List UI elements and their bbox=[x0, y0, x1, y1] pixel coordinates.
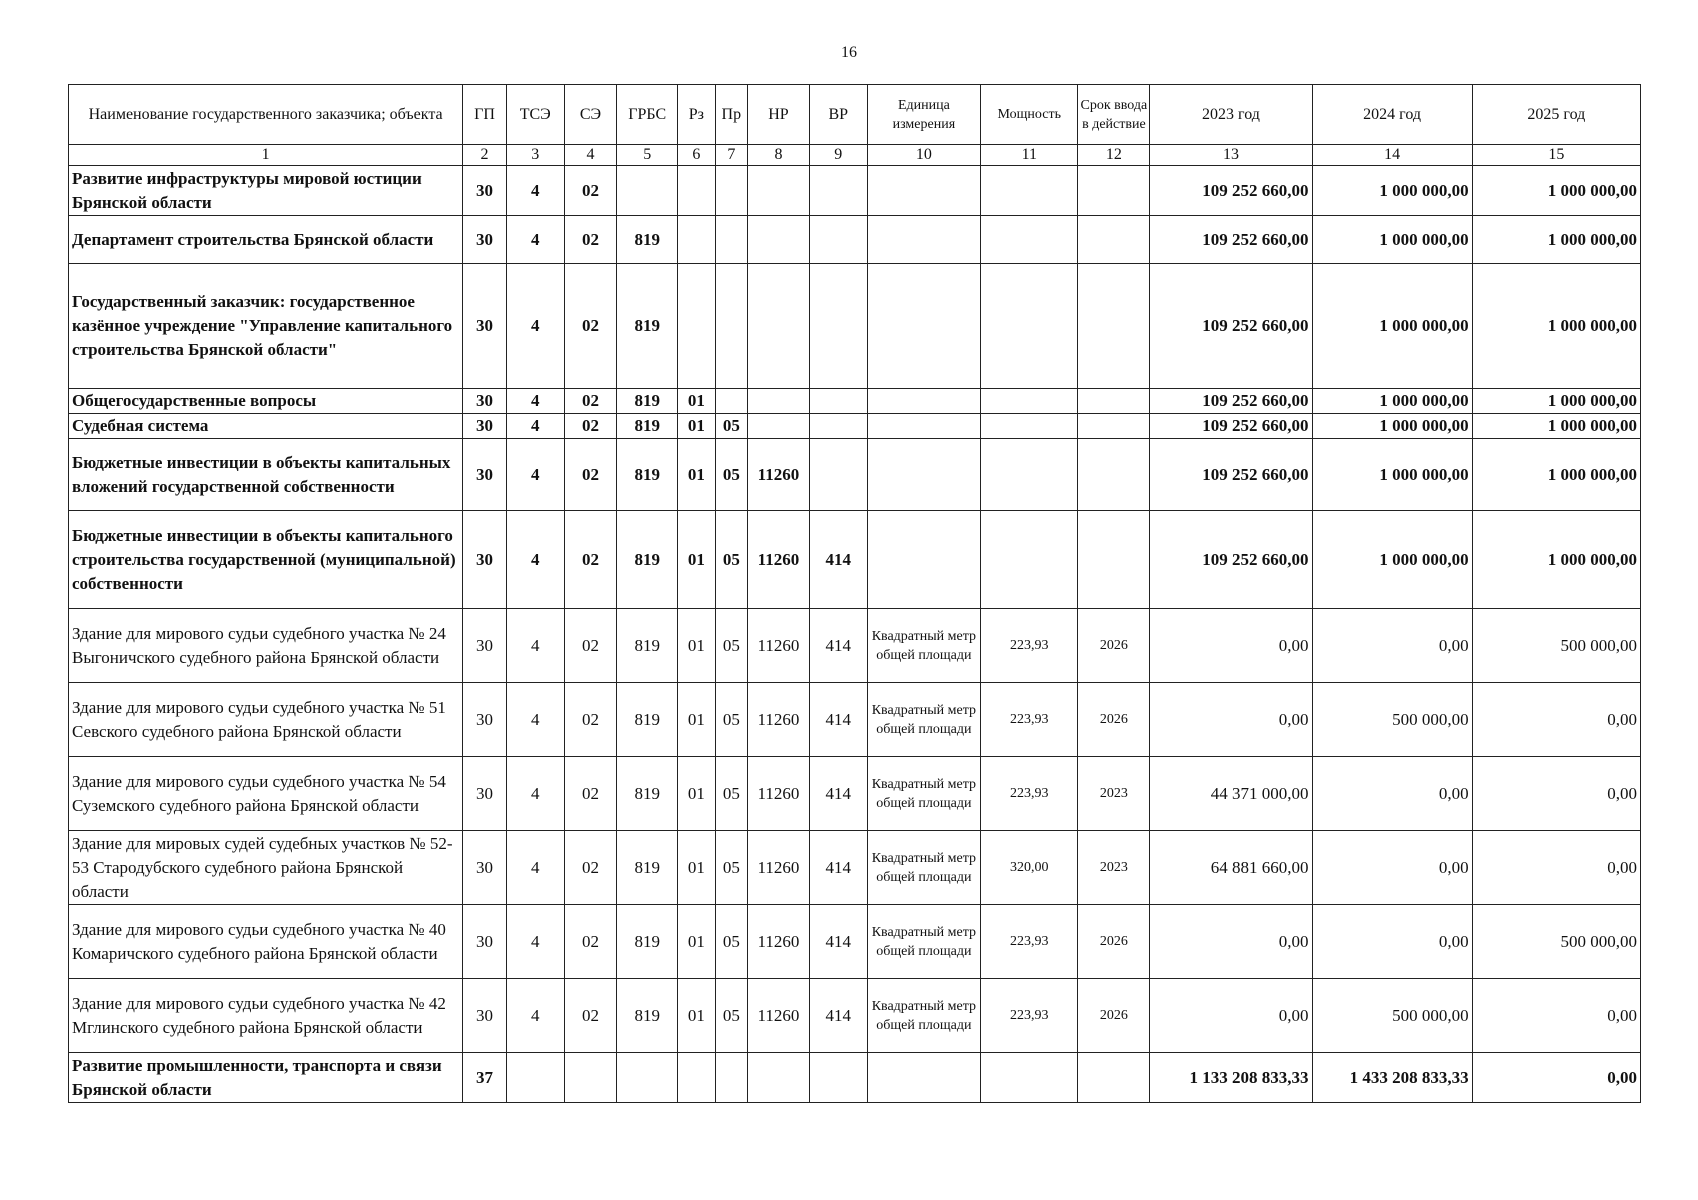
cell-rz bbox=[678, 264, 716, 389]
cell-2024: 500 000,00 bbox=[1312, 979, 1472, 1053]
cell-term: 2023 bbox=[1078, 831, 1150, 905]
cell-term: 2026 bbox=[1078, 979, 1150, 1053]
cell-tse: 4 bbox=[506, 166, 564, 216]
cell-se: 02 bbox=[564, 439, 617, 511]
cell-unit bbox=[867, 264, 981, 389]
cell-tse: 4 bbox=[506, 264, 564, 389]
cell-nr bbox=[748, 389, 810, 414]
budget-table bbox=[68, 84, 1641, 1103]
table-row bbox=[69, 439, 1641, 511]
cell-se: 02 bbox=[564, 216, 617, 264]
cell-2025: 500 000,00 bbox=[1472, 905, 1640, 979]
col-index: 14 bbox=[1312, 145, 1472, 166]
cell-2024: 0,00 bbox=[1312, 609, 1472, 683]
cell-2023: 109 252 660,00 bbox=[1150, 216, 1312, 264]
col-header-rz: Рз bbox=[678, 85, 716, 145]
cell-2025: 1 000 000,00 bbox=[1472, 166, 1640, 216]
cell-se bbox=[564, 1053, 617, 1103]
cell-2024: 0,00 bbox=[1312, 831, 1472, 905]
cell-tse: 4 bbox=[506, 905, 564, 979]
col-header-2025: 2025 год bbox=[1472, 85, 1640, 145]
cell-2024: 500 000,00 bbox=[1312, 683, 1472, 757]
cell-2023: 0,00 bbox=[1150, 683, 1312, 757]
cell-2023: 109 252 660,00 bbox=[1150, 511, 1312, 609]
cell-nr: 11260 bbox=[748, 609, 810, 683]
cell-gp: 30 bbox=[463, 979, 507, 1053]
cell-gp: 30 bbox=[463, 609, 507, 683]
cell-2024: 0,00 bbox=[1312, 905, 1472, 979]
cell-name: Развитие промышленности, транспорта и связи Брянской области bbox=[69, 1053, 463, 1103]
cell-gp: 30 bbox=[463, 216, 507, 264]
cell-vr: 414 bbox=[809, 511, 867, 609]
cell-grbs: 819 bbox=[617, 439, 678, 511]
cell-2023: 0,00 bbox=[1150, 979, 1312, 1053]
table-row bbox=[69, 166, 1641, 216]
cell-nr: 11260 bbox=[748, 439, 810, 511]
cell-2023: 109 252 660,00 bbox=[1150, 414, 1312, 439]
cell-pr bbox=[715, 216, 747, 264]
cell-tse: 4 bbox=[506, 414, 564, 439]
cell-nr: 11260 bbox=[748, 905, 810, 979]
cell-pr: 05 bbox=[715, 757, 747, 831]
cell-pr: 05 bbox=[715, 683, 747, 757]
cell-grbs: 819 bbox=[617, 216, 678, 264]
cell-2025: 1 000 000,00 bbox=[1472, 264, 1640, 389]
cell-unit bbox=[867, 439, 981, 511]
col-index: 12 bbox=[1078, 145, 1150, 166]
cell-2025: 0,00 bbox=[1472, 1053, 1640, 1103]
cell-power: 320,00 bbox=[981, 831, 1078, 905]
cell-2024: 1 000 000,00 bbox=[1312, 414, 1472, 439]
column-index-row bbox=[69, 145, 1641, 166]
cell-tse: 4 bbox=[506, 757, 564, 831]
cell-2023: 44 371 000,00 bbox=[1150, 757, 1312, 831]
cell-unit bbox=[867, 511, 981, 609]
cell-unit: Квадратный метр общей площади bbox=[867, 683, 981, 757]
cell-gp: 30 bbox=[463, 757, 507, 831]
cell-term bbox=[1078, 511, 1150, 609]
cell-pr: 05 bbox=[715, 439, 747, 511]
cell-vr: 414 bbox=[809, 905, 867, 979]
cell-name: Развитие инфраструктуры мировой юстиции Брянской области bbox=[69, 166, 463, 216]
cell-power bbox=[981, 166, 1078, 216]
cell-tse: 4 bbox=[506, 389, 564, 414]
cell-se: 02 bbox=[564, 905, 617, 979]
cell-power: 223,93 bbox=[981, 979, 1078, 1053]
cell-2023: 64 881 660,00 bbox=[1150, 831, 1312, 905]
cell-grbs: 819 bbox=[617, 264, 678, 389]
col-header-2024: 2024 год bbox=[1312, 85, 1472, 145]
cell-nr: 11260 bbox=[748, 979, 810, 1053]
cell-nr: 11260 bbox=[748, 757, 810, 831]
cell-name: Общегосударственные вопросы bbox=[69, 389, 463, 414]
cell-gp: 30 bbox=[463, 683, 507, 757]
cell-2023: 109 252 660,00 bbox=[1150, 389, 1312, 414]
col-index: 6 bbox=[678, 145, 716, 166]
cell-power bbox=[981, 439, 1078, 511]
col-index: 10 bbox=[867, 145, 981, 166]
cell-rz: 01 bbox=[678, 389, 716, 414]
cell-nr: 11260 bbox=[748, 683, 810, 757]
cell-name: Департамент строительства Брянской области bbox=[69, 216, 463, 264]
cell-rz: 01 bbox=[678, 831, 716, 905]
cell-pr: 05 bbox=[715, 979, 747, 1053]
table-row bbox=[69, 757, 1641, 831]
cell-grbs bbox=[617, 166, 678, 216]
cell-tse bbox=[506, 1053, 564, 1103]
cell-term: 2026 bbox=[1078, 683, 1150, 757]
cell-rz bbox=[678, 216, 716, 264]
cell-pr: 05 bbox=[715, 609, 747, 683]
cell-grbs: 819 bbox=[617, 683, 678, 757]
col-header-grbs: ГРБС bbox=[617, 85, 678, 145]
cell-grbs: 819 bbox=[617, 979, 678, 1053]
cell-term: 2023 bbox=[1078, 757, 1150, 831]
cell-unit bbox=[867, 216, 981, 264]
cell-2024: 1 000 000,00 bbox=[1312, 511, 1472, 609]
cell-unit bbox=[867, 1053, 981, 1103]
cell-grbs: 819 bbox=[617, 414, 678, 439]
cell-tse: 4 bbox=[506, 831, 564, 905]
col-header-power: Мощность bbox=[981, 85, 1078, 145]
cell-name: Здание для мирового судьи судебного участка № 42 Мглинского судебного района Брянской области bbox=[69, 979, 463, 1053]
cell-grbs bbox=[617, 1053, 678, 1103]
col-index: 7 bbox=[715, 145, 747, 166]
cell-vr bbox=[809, 439, 867, 511]
cell-unit bbox=[867, 166, 981, 216]
cell-unit: Квадратный метр общей площади bbox=[867, 979, 981, 1053]
cell-tse: 4 bbox=[506, 439, 564, 511]
cell-term: 2026 bbox=[1078, 905, 1150, 979]
col-header-vr: ВР bbox=[809, 85, 867, 145]
cell-se: 02 bbox=[564, 264, 617, 389]
cell-gp: 30 bbox=[463, 831, 507, 905]
cell-rz: 01 bbox=[678, 511, 716, 609]
cell-unit: Квадратный метр общей площади bbox=[867, 905, 981, 979]
cell-grbs: 819 bbox=[617, 831, 678, 905]
cell-term bbox=[1078, 414, 1150, 439]
cell-nr bbox=[748, 166, 810, 216]
table-row bbox=[69, 389, 1641, 414]
col-index: 15 bbox=[1472, 145, 1640, 166]
cell-2023: 109 252 660,00 bbox=[1150, 439, 1312, 511]
cell-2024: 1 000 000,00 bbox=[1312, 216, 1472, 264]
cell-vr bbox=[809, 1053, 867, 1103]
col-index: 3 bbox=[506, 145, 564, 166]
cell-unit bbox=[867, 414, 981, 439]
cell-gp: 30 bbox=[463, 439, 507, 511]
cell-name: Здание для мировых судей судебных участков № 52-53 Стародубского судебного района Брянской области bbox=[69, 831, 463, 905]
header-row bbox=[69, 85, 1641, 145]
cell-rz: 01 bbox=[678, 979, 716, 1053]
cell-nr bbox=[748, 414, 810, 439]
cell-tse: 4 bbox=[506, 609, 564, 683]
col-header-pr: Пр bbox=[715, 85, 747, 145]
cell-se: 02 bbox=[564, 683, 617, 757]
cell-unit: Квадратный метр общей площади bbox=[867, 831, 981, 905]
cell-2023: 0,00 bbox=[1150, 905, 1312, 979]
cell-rz: 01 bbox=[678, 414, 716, 439]
cell-vr bbox=[809, 166, 867, 216]
col-index: 8 bbox=[748, 145, 810, 166]
cell-nr: 11260 bbox=[748, 831, 810, 905]
cell-vr: 414 bbox=[809, 683, 867, 757]
cell-unit: Квадратный метр общей площади bbox=[867, 757, 981, 831]
table-row bbox=[69, 979, 1641, 1053]
cell-rz bbox=[678, 166, 716, 216]
cell-2024: 1 000 000,00 bbox=[1312, 166, 1472, 216]
cell-vr bbox=[809, 389, 867, 414]
cell-term bbox=[1078, 389, 1150, 414]
cell-grbs: 819 bbox=[617, 757, 678, 831]
col-index: 1 bbox=[69, 145, 463, 166]
cell-tse: 4 bbox=[506, 511, 564, 609]
cell-se: 02 bbox=[564, 511, 617, 609]
cell-tse: 4 bbox=[506, 683, 564, 757]
cell-2025: 1 000 000,00 bbox=[1472, 511, 1640, 609]
cell-vr bbox=[809, 414, 867, 439]
cell-gp: 30 bbox=[463, 166, 507, 216]
col-header-nr: НР bbox=[748, 85, 810, 145]
cell-2025: 500 000,00 bbox=[1472, 609, 1640, 683]
cell-2023: 109 252 660,00 bbox=[1150, 264, 1312, 389]
page-number: 16 bbox=[841, 44, 857, 61]
cell-se: 02 bbox=[564, 757, 617, 831]
cell-power bbox=[981, 216, 1078, 264]
cell-vr: 414 bbox=[809, 757, 867, 831]
cell-power bbox=[981, 264, 1078, 389]
cell-vr: 414 bbox=[809, 609, 867, 683]
col-header-unit: Единица измерения bbox=[867, 85, 981, 145]
cell-vr: 414 bbox=[809, 831, 867, 905]
cell-pr: 05 bbox=[715, 831, 747, 905]
cell-vr: 414 bbox=[809, 979, 867, 1053]
cell-2025: 0,00 bbox=[1472, 979, 1640, 1053]
cell-se: 02 bbox=[564, 831, 617, 905]
cell-2024: 1 433 208 833,33 bbox=[1312, 1053, 1472, 1103]
cell-rz: 01 bbox=[678, 757, 716, 831]
cell-power: 223,93 bbox=[981, 683, 1078, 757]
cell-pr bbox=[715, 1053, 747, 1103]
col-index: 4 bbox=[564, 145, 617, 166]
cell-2024: 1 000 000,00 bbox=[1312, 389, 1472, 414]
table-row bbox=[69, 216, 1641, 264]
cell-grbs: 819 bbox=[617, 389, 678, 414]
cell-name: Государственный заказчик: государственное казённое учреждение "Управление капитального строительства Брянской области" bbox=[69, 264, 463, 389]
cell-pr bbox=[715, 166, 747, 216]
cell-2024: 0,00 bbox=[1312, 757, 1472, 831]
col-index: 13 bbox=[1150, 145, 1312, 166]
cell-2025: 1 000 000,00 bbox=[1472, 216, 1640, 264]
cell-pr bbox=[715, 264, 747, 389]
table-row bbox=[69, 609, 1641, 683]
col-header-tse: ТСЭ bbox=[506, 85, 564, 145]
cell-se: 02 bbox=[564, 414, 617, 439]
cell-gp: 30 bbox=[463, 389, 507, 414]
cell-power bbox=[981, 1053, 1078, 1103]
cell-term bbox=[1078, 439, 1150, 511]
cell-2025: 1 000 000,00 bbox=[1472, 439, 1640, 511]
table-row bbox=[69, 414, 1641, 439]
cell-gp: 30 bbox=[463, 414, 507, 439]
cell-nr bbox=[748, 216, 810, 264]
cell-vr bbox=[809, 264, 867, 389]
cell-power: 223,93 bbox=[981, 609, 1078, 683]
col-index: 11 bbox=[981, 145, 1078, 166]
cell-name: Судебная система bbox=[69, 414, 463, 439]
cell-2025: 1 000 000,00 bbox=[1472, 389, 1640, 414]
col-header-se: СЭ bbox=[564, 85, 617, 145]
cell-name: Здание для мирового судьи судебного участка № 24 Выгоничского судебного района Брянской области bbox=[69, 609, 463, 683]
cell-term bbox=[1078, 264, 1150, 389]
cell-se: 02 bbox=[564, 389, 617, 414]
col-header-gp: ГП bbox=[463, 85, 507, 145]
cell-term: 2026 bbox=[1078, 609, 1150, 683]
table-row bbox=[69, 264, 1641, 389]
table-row bbox=[69, 683, 1641, 757]
table-row bbox=[69, 831, 1641, 905]
cell-nr bbox=[748, 264, 810, 389]
cell-2024: 1 000 000,00 bbox=[1312, 439, 1472, 511]
cell-2025: 0,00 bbox=[1472, 831, 1640, 905]
col-header-2023: 2023 год bbox=[1150, 85, 1312, 145]
cell-2025: 0,00 bbox=[1472, 683, 1640, 757]
cell-name: Здание для мирового судьи судебного участка № 51 Севского судебного района Брянской области bbox=[69, 683, 463, 757]
cell-tse: 4 bbox=[506, 979, 564, 1053]
cell-power bbox=[981, 389, 1078, 414]
cell-grbs: 819 bbox=[617, 511, 678, 609]
cell-name: Здание для мирового судьи судебного участка № 40 Комаричского судебного района Брянской области bbox=[69, 905, 463, 979]
cell-term bbox=[1078, 1053, 1150, 1103]
cell-se: 02 bbox=[564, 979, 617, 1053]
cell-rz: 01 bbox=[678, 439, 716, 511]
cell-rz: 01 bbox=[678, 683, 716, 757]
cell-rz bbox=[678, 1053, 716, 1103]
cell-name: Бюджетные инвестиции в объекты капитального строительства государственной (муниципальной) собственности bbox=[69, 511, 463, 609]
cell-power bbox=[981, 414, 1078, 439]
cell-power bbox=[981, 511, 1078, 609]
col-index: 2 bbox=[463, 145, 507, 166]
cell-name: Бюджетные инвестиции в объекты капитальных вложений государственной собственности bbox=[69, 439, 463, 511]
cell-pr bbox=[715, 389, 747, 414]
cell-2023: 1 133 208 833,33 bbox=[1150, 1053, 1312, 1103]
cell-se: 02 bbox=[564, 609, 617, 683]
cell-nr: 11260 bbox=[748, 511, 810, 609]
cell-pr: 05 bbox=[715, 511, 747, 609]
table-row bbox=[69, 511, 1641, 609]
cell-power: 223,93 bbox=[981, 905, 1078, 979]
cell-name: Здание для мирового судьи судебного участка № 54 Суземского судебного района Брянской области bbox=[69, 757, 463, 831]
cell-unit: Квадратный метр общей площади bbox=[867, 609, 981, 683]
cell-rz: 01 bbox=[678, 905, 716, 979]
cell-gp: 37 bbox=[463, 1053, 507, 1103]
cell-pr: 05 bbox=[715, 414, 747, 439]
table-row bbox=[69, 905, 1641, 979]
cell-2023: 109 252 660,00 bbox=[1150, 166, 1312, 216]
cell-term bbox=[1078, 166, 1150, 216]
cell-gp: 30 bbox=[463, 511, 507, 609]
cell-power: 223,93 bbox=[981, 757, 1078, 831]
cell-grbs: 819 bbox=[617, 609, 678, 683]
cell-2025: 0,00 bbox=[1472, 757, 1640, 831]
cell-2025: 1 000 000,00 bbox=[1472, 414, 1640, 439]
col-header-name: Наименование государственного заказчика; объекта bbox=[69, 85, 463, 145]
cell-se: 02 bbox=[564, 166, 617, 216]
cell-2023: 0,00 bbox=[1150, 609, 1312, 683]
cell-2024: 1 000 000,00 bbox=[1312, 264, 1472, 389]
cell-gp: 30 bbox=[463, 264, 507, 389]
col-index: 9 bbox=[809, 145, 867, 166]
col-index: 5 bbox=[617, 145, 678, 166]
table-row bbox=[69, 1053, 1641, 1103]
cell-rz: 01 bbox=[678, 609, 716, 683]
cell-grbs: 819 bbox=[617, 905, 678, 979]
cell-unit bbox=[867, 389, 981, 414]
cell-tse: 4 bbox=[506, 216, 564, 264]
cell-gp: 30 bbox=[463, 905, 507, 979]
cell-vr bbox=[809, 216, 867, 264]
col-header-term: Срок ввода в действие bbox=[1078, 85, 1150, 145]
cell-pr: 05 bbox=[715, 905, 747, 979]
cell-nr bbox=[748, 1053, 810, 1103]
cell-term bbox=[1078, 216, 1150, 264]
